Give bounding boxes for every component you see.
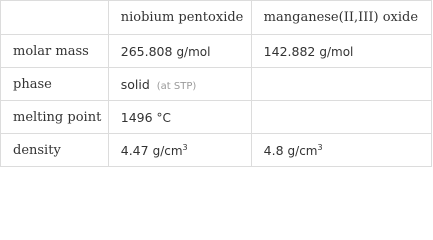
value: 265.808 — [120, 43, 173, 59]
value: 1496 — [120, 109, 153, 125]
table-row-melting-point — [1, 101, 432, 134]
unit-exponent: 3 — [317, 142, 323, 152]
header-manganese-oxide: manganese(II,III) oxide — [251, 1, 431, 35]
table-row-molar-mass — [1, 35, 432, 68]
row-label-molar-mass: molar mass — [1, 35, 109, 68]
header-niobium-pentoxide: niobium pentoxide — [108, 1, 251, 35]
phase-value-a — [108, 68, 251, 101]
row-label-phase: phase — [1, 68, 109, 101]
unit-base: g/cm — [152, 143, 183, 158]
density-value-a — [108, 134, 251, 167]
molar-mass-value-a — [108, 35, 251, 68]
unit: °C — [156, 110, 171, 125]
table-row-density — [1, 134, 432, 167]
melting-point-value-b — [251, 101, 431, 134]
header-empty-cell — [1, 1, 109, 35]
unit: g/mol — [319, 44, 354, 59]
phase-qualifier: (at STP) — [156, 80, 197, 92]
unit — [288, 144, 323, 158]
table-row-phase — [1, 68, 432, 101]
value: 4.8 — [263, 142, 284, 158]
unit-exponent: 3 — [182, 142, 188, 152]
unit-base: g/cm — [287, 143, 318, 158]
phase-value-b — [251, 68, 431, 101]
row-label-density: density — [1, 134, 109, 167]
unit: g/mol — [176, 44, 211, 59]
unit — [153, 144, 188, 158]
table-header-row — [1, 1, 432, 35]
value: solid — [120, 76, 150, 92]
molar-mass-value-b — [251, 35, 431, 68]
melting-point-value-a — [108, 101, 251, 134]
value: 142.882 — [263, 43, 316, 59]
density-value-b — [251, 134, 431, 167]
row-label-melting-point: melting point — [1, 101, 109, 134]
value: 4.47 — [120, 142, 149, 158]
